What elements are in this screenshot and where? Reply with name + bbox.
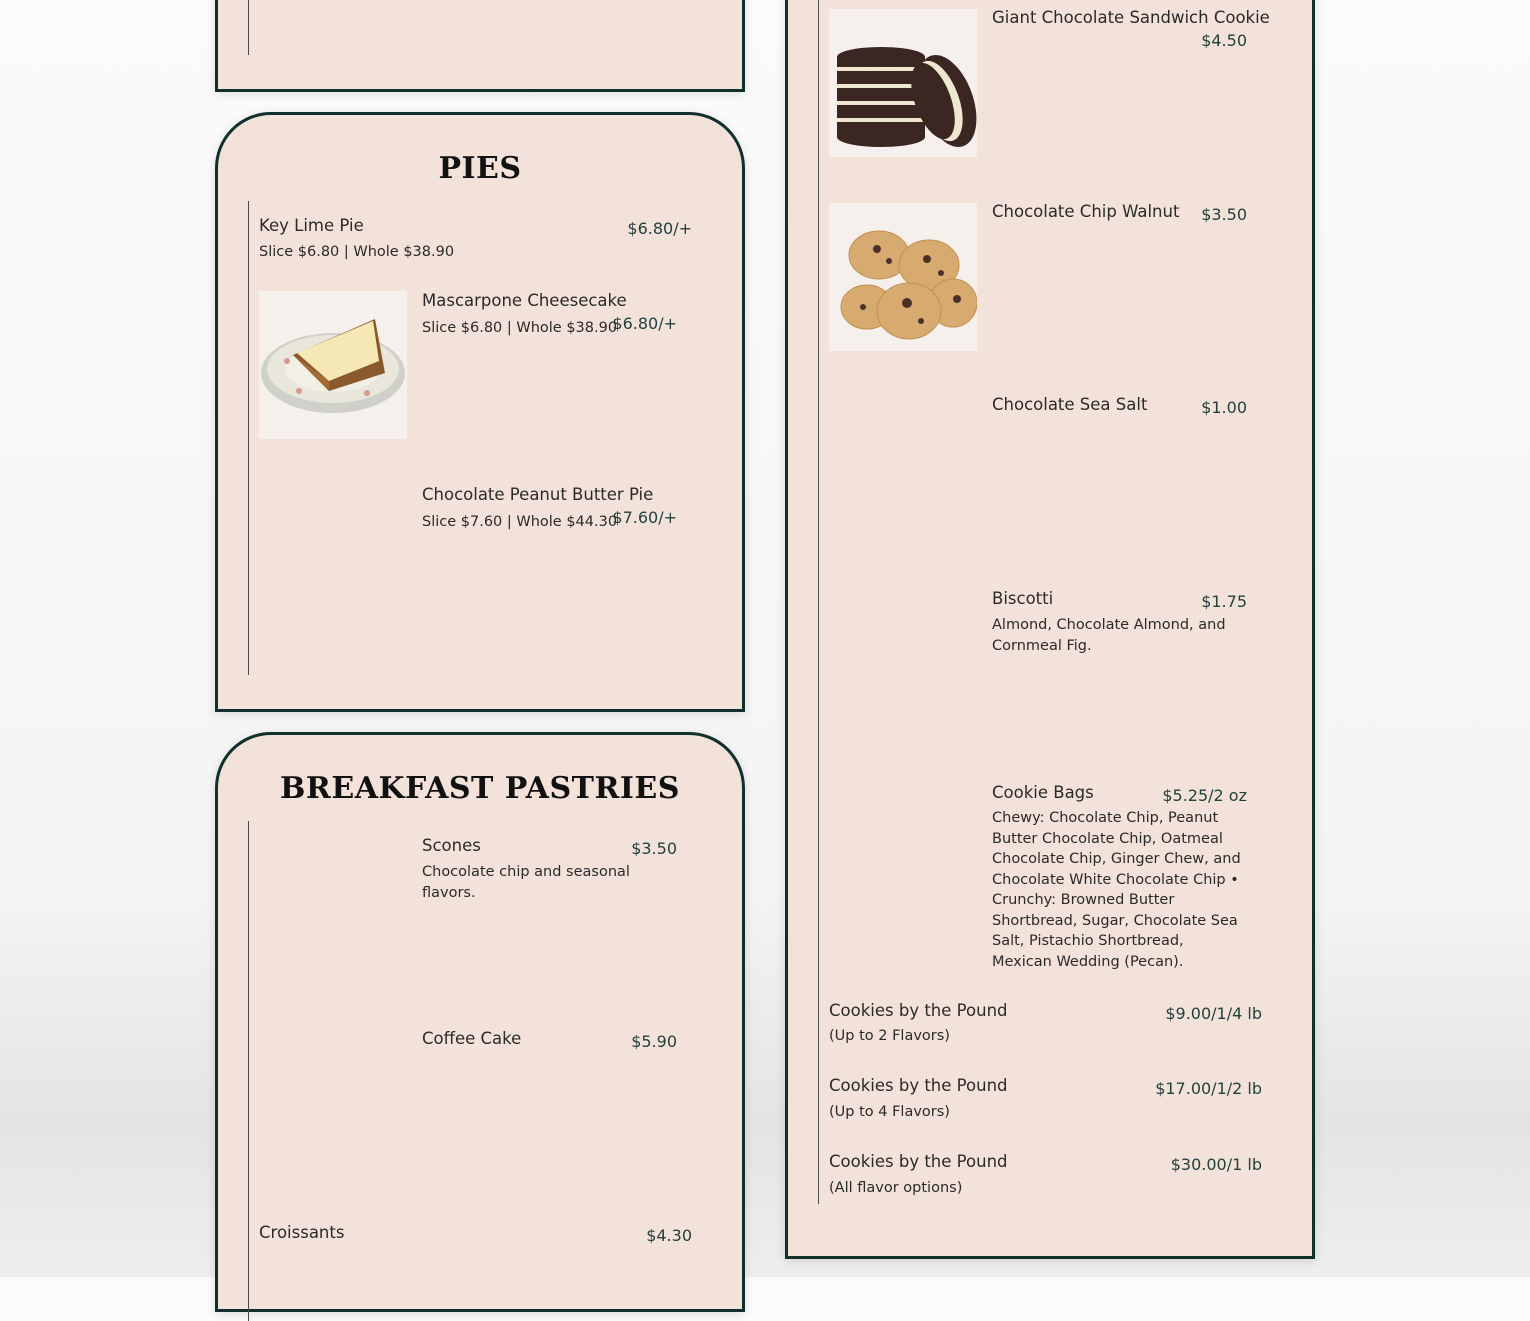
menu-item-desc: Almond, Chocolate Almond, and Cornmeal Fig. bbox=[992, 617, 1226, 654]
menu-item-name: Chocolate Sea Salt bbox=[992, 395, 1148, 414]
menu-item-name: Cookies by the Pound bbox=[829, 1001, 1008, 1020]
menu-item-price: $5.25/2 oz bbox=[1162, 786, 1247, 805]
menu-item-name: Mascarpone Cheesecake bbox=[422, 291, 627, 310]
menu-item-price: $1.75 bbox=[1201, 592, 1247, 611]
menu-item-name: Cookies by the Pound bbox=[829, 1152, 1008, 1171]
breakfast-pastries-title: BREAKFAST PASTRIES bbox=[280, 771, 680, 806]
menu-item-desc: Chewy: Chocolate Chip, Peanut Butter Chocolate Chip, Oatmeal Chocolate Chip, Ginger Chew, and Chocolate White Chocolate Chip • Crunchy: Browned Butter Shortbread, Sugar, Chocolate Sea Salt, Pistachio Shortbread, Mexican Wedding (Pecan). bbox=[992, 810, 1241, 970]
menu-item-name: Coffee Cake bbox=[422, 1029, 522, 1048]
menu-item-name: Chocolate Peanut Butter Pie bbox=[422, 485, 654, 504]
sandwich-cookies-photo bbox=[829, 9, 977, 157]
menu-item-desc: Slice $7.60 | Whole $44.30 bbox=[422, 514, 618, 530]
section-divider-line bbox=[248, 821, 249, 1321]
menu-item-price: $9.00/1/4 lb bbox=[1165, 1004, 1262, 1023]
chocolate-chip-walnut-photo bbox=[829, 203, 977, 351]
menu-item-price: $3.50 bbox=[631, 839, 677, 858]
menu-item-name: Croissants bbox=[259, 1223, 345, 1242]
menu-item-name: Cookies by the Pound bbox=[829, 1076, 1008, 1095]
menu-item-desc: (All flavor options) bbox=[829, 1180, 963, 1196]
pies-section bbox=[215, 112, 745, 712]
menu-item-price: $4.30 bbox=[646, 1226, 692, 1245]
menu-item-name: Chocolate Chip Walnut bbox=[992, 202, 1180, 221]
menu-item-price: $30.00/1 lb bbox=[1170, 1155, 1262, 1174]
menu-item-desc: (Up to 4 Flavors) bbox=[829, 1104, 950, 1120]
menu-item-desc: Chocolate chip and seasonal flavors. bbox=[422, 864, 630, 901]
section-divider-line bbox=[248, 0, 249, 55]
menu-item-price: $3.50 bbox=[1201, 205, 1247, 224]
menu-item-desc: (Up to 2 Flavors) bbox=[829, 1028, 950, 1044]
menu-item-price: $5.90 bbox=[631, 1032, 677, 1051]
pies-title: PIES bbox=[438, 151, 522, 186]
section-divider-line bbox=[818, 0, 819, 1204]
menu-item-desc: Slice $6.80 | Whole $38.90 bbox=[422, 320, 618, 336]
menu-item-name: Scones bbox=[422, 836, 481, 855]
menu-item-name: Giant Chocolate Sandwich Cookie bbox=[992, 8, 1270, 27]
menu-item-name: Key Lime Pie bbox=[259, 216, 364, 235]
breakfast-pastries-section bbox=[215, 732, 745, 1312]
cheesecake-slice-photo bbox=[259, 291, 407, 439]
menu-item-price: $6.80/+ bbox=[627, 219, 692, 238]
section-divider-line bbox=[248, 201, 249, 675]
menu-item-price: $17.00/1/2 lb bbox=[1155, 1079, 1262, 1098]
menu-item-price: $1.00 bbox=[1201, 398, 1247, 417]
previous-section-panel bbox=[215, 0, 745, 92]
menu-item-name: Biscotti bbox=[992, 589, 1054, 608]
menu-item-desc: Slice $6.80 | Whole $38.90 bbox=[259, 244, 455, 260]
menu-item-price: $7.60/+ bbox=[612, 508, 677, 527]
menu-item-price: $4.50 bbox=[1201, 31, 1247, 50]
cookies-section bbox=[785, 0, 1315, 1259]
menu-item-name: Cookie Bags bbox=[992, 783, 1094, 802]
menu-item-price: $6.80/+ bbox=[612, 314, 677, 333]
